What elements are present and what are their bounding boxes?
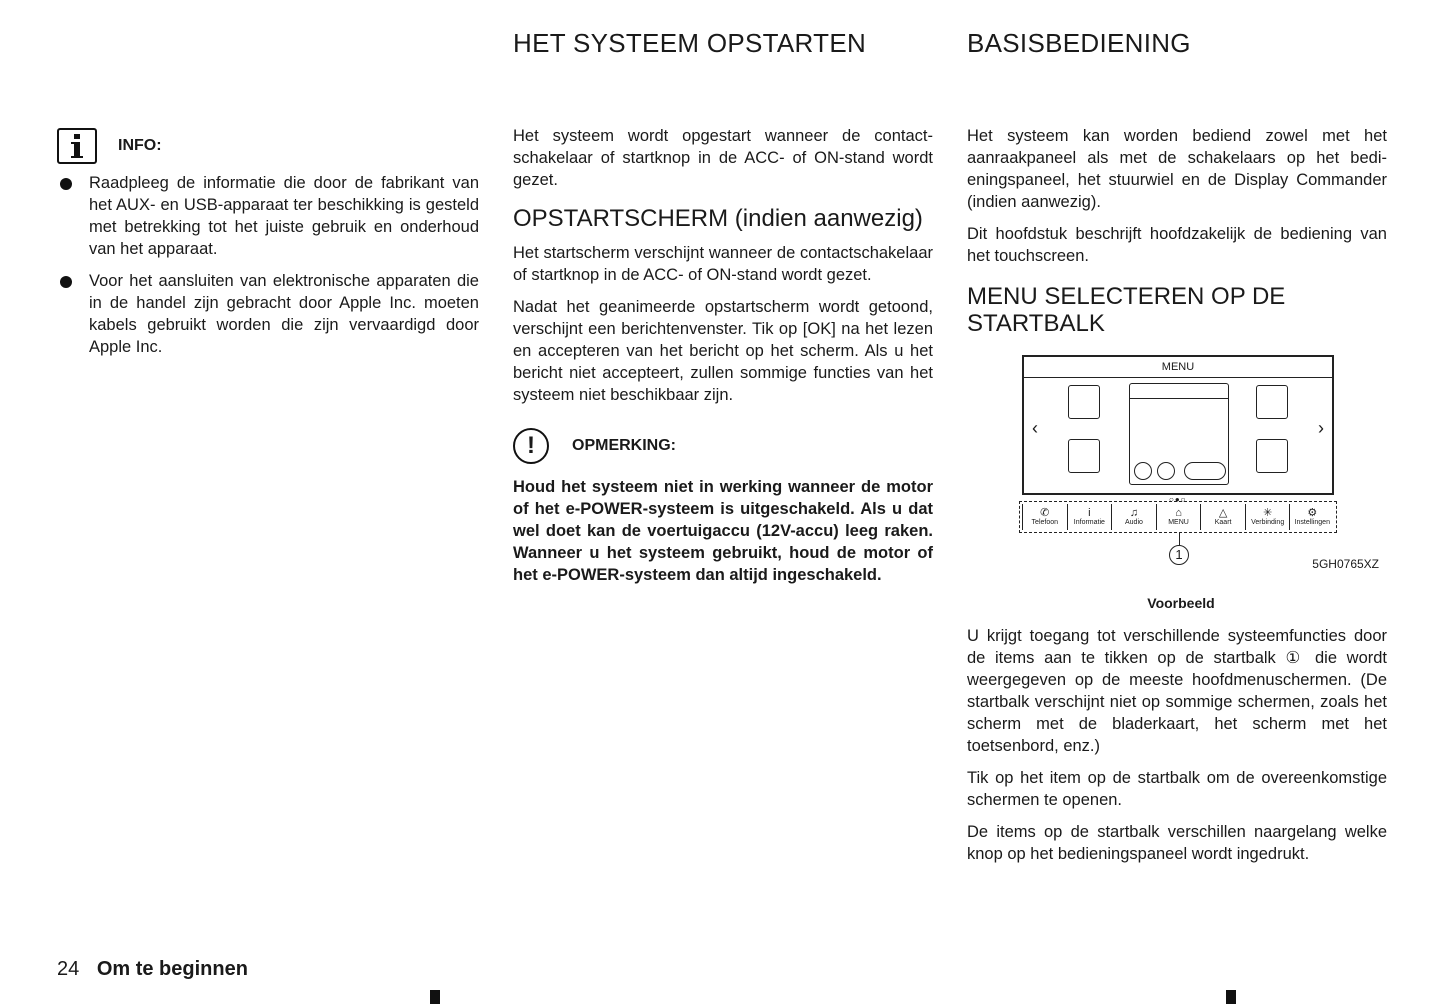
tile-icon: [1256, 439, 1288, 473]
startbar-item-label: Verbinding: [1251, 519, 1285, 526]
startup-intro: Het systeem wordt opgestart wanneer de contactschakelaar of startknop in de ACC- of ON-stand wordt gezet.: [513, 127, 933, 189]
startbar-item-label: Kaart: [1214, 519, 1232, 526]
page-number: 24: [57, 958, 80, 980]
chapter-title: Om te beginnen: [96, 958, 248, 980]
startbar-item-audio[interactable]: [1112, 504, 1157, 530]
info-bullet-item: Raadpleeg de informatie die door de fabrikant van het AUX- en USB-apparaat ter beschikking is gesteld met betrekking tot het juiste gebruik en onderhoud van het apparaat.: [57, 172, 479, 260]
figure-code: 5GH0765XZ: [1312, 557, 1379, 571]
startbar-item-verbinding[interactable]: [1246, 504, 1291, 530]
bluetooth-icon: ✳: [1263, 507, 1273, 519]
center-panel: [1129, 383, 1229, 485]
circle-button-icon: [1157, 462, 1175, 480]
message-window-paragraph: Nadat het geanimeerde opstartscherm wordt getoond, verschijnt een berichtenvenster. Tik op [OK] na het lezen en accepteren van het bericht op het scherm. Als u het bericht niet accepteert, zullen sommige functies van het systeem niet beschikbaar zijn.: [513, 298, 933, 404]
page-indicator-icon: ○●○: [1169, 495, 1187, 504]
items-differ-paragraph: De items op de startbalk verschillen naargelang welke knop op het bedieningspaneel wordt ingedrukt.: [967, 823, 1387, 863]
info-bullet-list: [57, 172, 479, 368]
info-bullet-item: Voor het aansluiten van elektronische apparaten die in de handel zijn gebracht door Apple Inc. moeten kabels gebruikt worden die zijn vervaardigd door Apple Inc.: [57, 270, 479, 358]
tile-icon: [1256, 385, 1288, 419]
touchscreen-paragraph: Dit hoofdstuk beschrijft hoofdzakelijk de bediening van het touchscreen.: [967, 225, 1387, 265]
page-footer: [57, 958, 248, 981]
note-header: [513, 428, 933, 464]
startbar: [1019, 501, 1337, 533]
phone-icon: ✆: [1040, 507, 1050, 519]
screen-menu-label: MENU: [1024, 357, 1332, 378]
note-label: OPMERKING:: [572, 437, 676, 454]
home-icon: ⌂: [1175, 507, 1182, 519]
tile-icon: [1068, 385, 1100, 419]
pill-button-icon: [1184, 462, 1226, 480]
chevron-right-icon: ›: [1318, 418, 1324, 438]
startbar-item-instellingen[interactable]: [1290, 504, 1334, 530]
info-header: [57, 128, 162, 164]
startbar-diagram: [967, 343, 1387, 593]
tap-item-paragraph: Tik op het item op de startbalk om de overeenkomstige schermen te openen.: [967, 769, 1387, 809]
startbar-item-kaart[interactable]: [1201, 504, 1246, 530]
subtitle-startscreen: OPSTARTSCHERM (indien aanwezig): [513, 205, 923, 232]
startbar-item-menu[interactable]: [1157, 504, 1202, 530]
crop-mark: [1226, 990, 1236, 1004]
circle-button-icon: [1134, 462, 1152, 480]
subtitle-startbar: MENU SELECTEREN OP DE STARTBALK: [967, 283, 1286, 337]
info-label: INFO:: [118, 137, 162, 154]
startbar-item-label: Telefoon: [1031, 519, 1059, 526]
startbar-paragraph: U krijgt toegang tot verschillende systeemfuncties door de items aan te tikken op de startbalk ① die wordt weergegeven op de meeste hoofdmenuschermen. (De startbalk verschijnt niet op sommige schermen, zoals het scherm met de bladerkaart, het scherm met het toetsenbord, enz.): [967, 627, 1387, 755]
info-icon: [57, 128, 97, 164]
map-icon: △: [1218, 507, 1228, 519]
info-icon: i: [1088, 507, 1091, 519]
music-icon: ♫: [1129, 507, 1139, 519]
section-title-startup: HET SYSTEEM OPSTARTEN: [513, 28, 867, 58]
screen-illustration: [1022, 355, 1334, 504]
basic-intro: Het systeem kan worden bediend zowel met het aanraakpaneel als met de schakelaars op het bedieningspaneel, het stuurwiel en de Display Commander (indien aanwezig).: [967, 127, 1387, 211]
tile-icon: [1068, 439, 1100, 473]
startscreen-paragraph: Het startscherm verschijnt wanneer de contactschakelaar of startknop in de ACC- of ON-stand wordt gezet.: [513, 244, 933, 284]
crop-mark: [430, 990, 440, 1004]
startbar-item-informatie[interactable]: [1068, 504, 1113, 530]
startbar-item-label: Instellingen: [1294, 519, 1330, 526]
note-text: Houd het systeem niet in werking wanneer de motor of het e-POWER-systeem is uitgeschakeld. Als u dat wel doet kan de voertuigaccu (12V-accu) leeg raken. Wanneer u het systeem gebruikt, houd de motor of het e-POWER-systeem dan altijd ingeschakeld.: [513, 478, 933, 584]
gear-icon: ⚙: [1307, 507, 1318, 519]
section-title-basic-operation: BASISBEDIENING: [967, 28, 1191, 58]
callout-line: [1179, 533, 1180, 545]
startbar-item-telefoon[interactable]: [1022, 504, 1068, 530]
callout-number: 1: [1169, 545, 1189, 565]
chevron-left-icon: ‹: [1032, 418, 1038, 438]
startbar-item-label: MENU: [1168, 519, 1189, 526]
exclamation-icon: !: [513, 428, 549, 464]
figure-caption: Voorbeeld: [1147, 595, 1215, 611]
startbar-item-label: Audio: [1124, 519, 1143, 526]
startbar-item-label: Informatie: [1073, 519, 1105, 526]
